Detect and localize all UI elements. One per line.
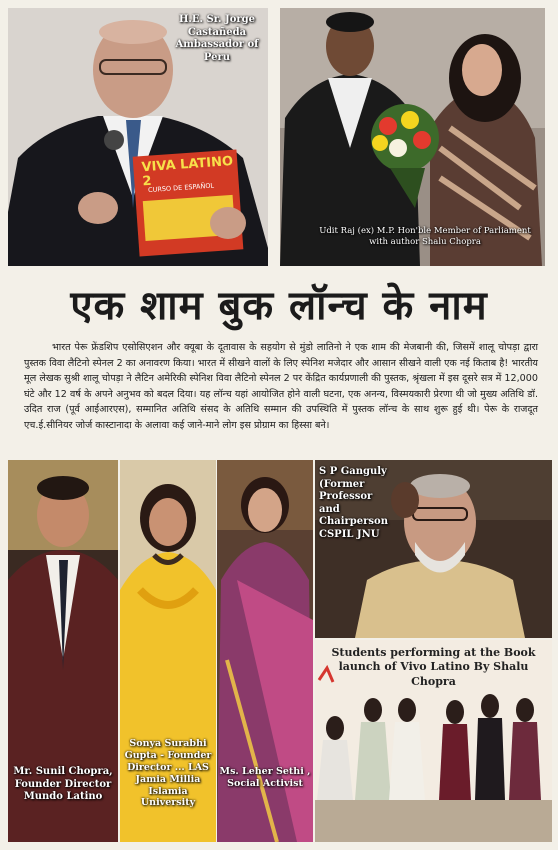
photo-sonya <box>120 460 216 842</box>
caption-sonya: Sonya Surabhi Gupta - Founder Director ... LAS Jamia Millia Islamia University <box>124 738 212 809</box>
photo-sunil <box>8 460 118 842</box>
photo-ambassador <box>8 8 268 266</box>
caption-ambassador: H.E. Sr. Jorge Castañeda Ambassador of Peru <box>175 14 259 63</box>
article-body: भारत पेरू फ्रेंडशिप एसोसिएशन और क्यूबा के दूतावास के सहयोग से मुंडो लातिनो ने एक शाम की मेजबानी की, जिसमें शालू चोपड़ा द्वारा पुस्तक विवा लैटिनो स्पेनल 2 का अनावरण किया। भारत में सीखने वालों के लिए स्पेनिश मजेदार और आसान सीखने वाली एक नई किताब है! भारतीय मूल लेखक सुश्री शालू चोपड़ा ने लैटिन अमेरिकी स्पेनिश विवा लैटिनो स्पेनल 2 पर केंद्रित कार्यप्रणाली की पुस्तक, श्रृंखला में इस दूसरे सत्र में 12,000 घंटे और 12 वर्ष के अपने अनुभव को बदल दिया। यह लॉन्च यहां आयोजित होने वाली घटना, एक अनन्य, विस्मयकारी प्रेरणा थी जो मुख्य अतिथि डॉ. उदित राज (पूर्व आईआरएस), सम्मानित अतिथि संसद के अतिथि सम्मान की उपस्थिति में पुस्तक लॉन्च के साथ शुरू हुई थी। पेरू के राजदूत एच.ई.सीनियर जोर्ज कास्टानादा के अलावा कई जाने-माने लोग इस प्रोग्राम का हिस्सा बने। <box>24 342 538 431</box>
caption-leher: Ms. Leher Sethi , Social Activist <box>219 766 311 789</box>
photo-udit-raj <box>280 8 545 266</box>
book-title: VIVA LATINO 2 <box>141 153 234 190</box>
photo-ganguly <box>315 460 552 638</box>
photo-leher <box>217 460 313 842</box>
caption-students: Students performing at the Book launch of Vivo Latino By Shalu Chopra <box>331 646 536 688</box>
caption-ganguly: S P Ganguly (Former Professor and Chairperson CSPIL JNU <box>319 466 388 540</box>
book-subtitle: CURSO DE ESPAÑOL <box>147 181 215 195</box>
caption-sunil: Mr. Sunil Chopra, Founder Director Mundo Latino <box>13 766 113 802</box>
caption-udit-raj: Udit Raj (ex) M.P. Hon'ble Member of Parliament with author Shalu Chopra <box>319 226 531 247</box>
headline: एक शाम बुक लॉन्च के नाम <box>70 283 488 329</box>
photo-students <box>315 640 552 842</box>
